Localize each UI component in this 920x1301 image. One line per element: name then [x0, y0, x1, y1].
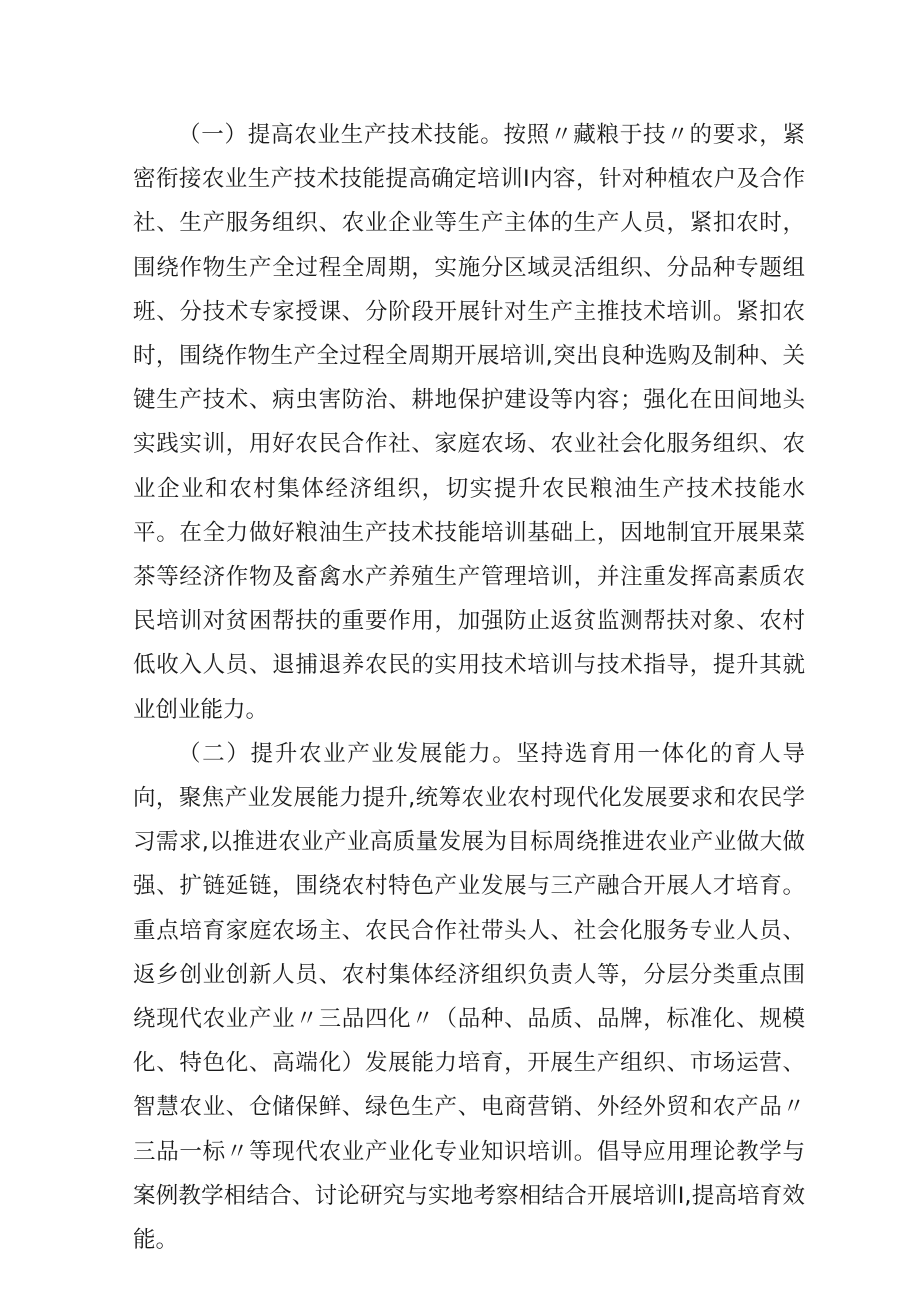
paragraph-industry-development-capability: （二）提升农业产业发展能力。坚持选育用一体化的育人导向，聚焦产业发展能力提升,统筹农业农村现代化发展要求和农民学习需求,以推进农业产业高质量发展为目标周绕推进农业产业做大做强、扩链延链，围绕农村特色产业发展与三产融合开展人才培育。重点培育家庭农场主、农民合作社带头人、社会化服务专业人员、返乡创业创新人员、农村集体经济组织负责人等，分层分类重点围绕现代农业产业〃三品四化〃（品种、品质、品牌，标准化、规模化、特色化、高端化）发展能力培育，开展生产组织、市场运营、智慧农业、仓储保鲜、绿色生产、电商营销、外经外贸和农产品〃三品一标〃等现代农业产业化专业知识培训。倡导应用理论教学与案例教学相结合、讨论研究与实地考察相结合开展培训I,提高培育效能。	[133, 740, 805, 1254]
document-body	[133, 113, 805, 1262]
paragraph-agricultural-production-skills: （一）提高农业生产技术技能。按照〃藏粮于技〃的要求，紧密衔接农业生产技术技能提高确定培训I内容，针对种植农户及合作社、生产服务组织、农业企业等生产主体的生产人员，紧扣农时，围绕作物生产全过程全周期，实施分区域灵活组织、分品种专题组班、分技术专家授课、分阶段开展针对生产主推技术培训。紧扣农时，围绕作物生产全过程全周期开展培训,突出良种选购及制种、关键生产技术、病虫害防治、耕地保护建设等内容；强化在田间地头实践实训，用好农民合作社、家庭农场、农业社会化服务组织、农业企业和农村集体经济组织，切实提升农民粮油生产技术技能水平。在全力做好粮油生产技术技能培训基础上，因地制宜开展果菜茶等经济作物及畜禽水产养殖生产管理培训，并注重发挥高素质农民培训对贫困帮扶的重要作用，加强防止返贫监测帮扶对象、农村低收入人员、退捕退养农民的实用技术培训与技术指导，提升其就业创业能力。	[133, 122, 805, 723]
